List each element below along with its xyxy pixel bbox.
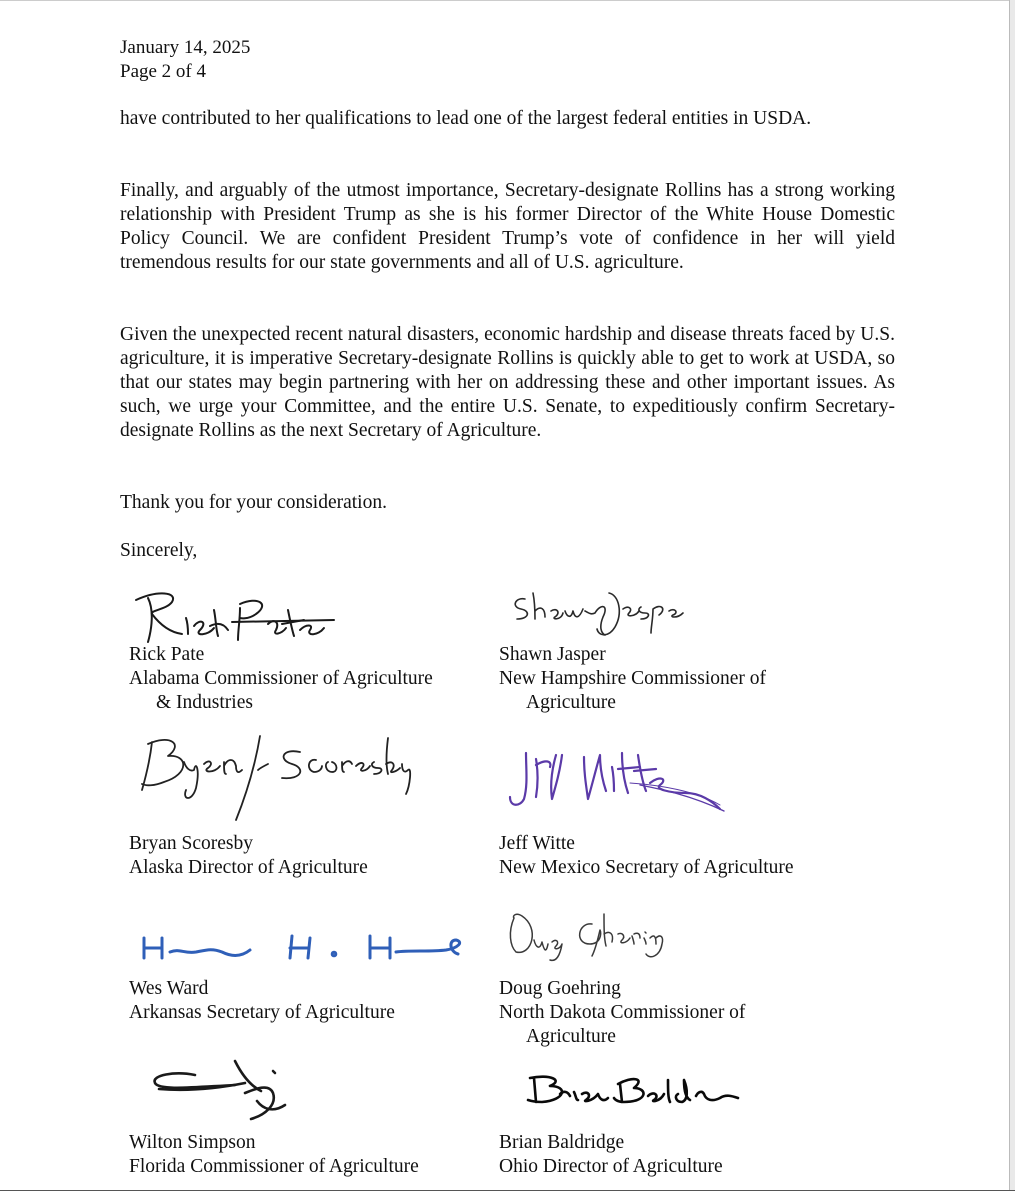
signatory-doug-goehring xyxy=(499,977,745,1049)
paragraph-1: have contributed to her qualifications to lead one of the largest federal entities in USDA. xyxy=(120,108,812,129)
signatory-title-continued: & Industries xyxy=(156,692,253,713)
signature-bryan-scoresby xyxy=(130,730,420,825)
signatory-name: Brian Baldridge xyxy=(499,1132,625,1153)
signatory-name: Shawn Jasper xyxy=(499,644,606,665)
signatory-title: North Dakota Commissioner of xyxy=(499,1002,746,1023)
signatory-name: Wes Ward xyxy=(129,978,209,999)
page-bottom-edge xyxy=(0,1190,1015,1191)
signatory-name: Doug Goehring xyxy=(499,978,621,999)
signatory-title: New Hampshire Commissioner of xyxy=(499,668,767,689)
signature-rick-pate xyxy=(128,580,338,650)
signature-wes-ward xyxy=(140,928,470,968)
paragraph-2: Finally, and arguably of the utmost importance, Secretary-designate Rollins has a strong working relationship with President Trump as she is his former Director of the White House Domestic Policy Council. We are confident President Trump’s vote of confidence in her will yield tremendous results for our state governments and all of U.S. agriculture. xyxy=(120,180,895,273)
signature-jeff-witte xyxy=(500,745,730,820)
page-right-edge xyxy=(1009,0,1010,1200)
signatory-wilton-simpson xyxy=(129,1131,419,1179)
signatory-title-continued: Agriculture xyxy=(526,692,616,713)
signature-brian-baldridge xyxy=(520,1072,750,1114)
letter-date: January 14, 2025 xyxy=(120,37,251,58)
signature-wilton-simpson xyxy=(145,1053,315,1128)
signatory-bryan-scoresby xyxy=(129,832,368,880)
page-shadow xyxy=(1010,0,1015,1200)
signature-doug-goehring xyxy=(500,904,670,964)
signature-shawn-jasper xyxy=(505,583,690,645)
page-bottom-cutoff xyxy=(0,1190,1015,1200)
signatory-title: Florida Commissioner of Agriculture xyxy=(129,1156,419,1177)
signatory-title: Alaska Director of Agriculture xyxy=(129,857,368,878)
signatory-name: Bryan Scoresby xyxy=(129,833,254,854)
signatory-title: Arkansas Secretary of Agriculture xyxy=(129,1002,395,1023)
signatory-rick-pate xyxy=(129,643,433,715)
signatory-jeff-witte xyxy=(499,832,794,880)
signatory-title: Ohio Director of Agriculture xyxy=(499,1156,723,1177)
paragraph-3: Given the unexpected recent natural disasters, economic hardship and disease threats faced by U.S. agriculture, it is imperative Secretary-designate Rollins is quickly able to get to work at USDA, so that our states may begin partnering with her on addressing these and other important issues. As such, we urge your Committee, and the entire U.S. Senate, to expeditiously confirm Secretary-designate Rollins as the next Secretary of Agriculture. xyxy=(120,324,895,441)
signatory-wes-ward xyxy=(129,977,395,1025)
thanks-line: Thank you for your consideration. xyxy=(120,492,387,513)
page-number: Page 2 of 4 xyxy=(120,61,207,82)
page-top-edge xyxy=(0,0,1015,1)
signatory-shawn-jasper xyxy=(499,643,766,715)
signatory-title: New Mexico Secretary of Agriculture xyxy=(499,857,794,878)
signatory-brian-baldridge xyxy=(499,1131,723,1179)
closing-line: Sincerely, xyxy=(120,540,198,561)
signatory-title: Alabama Commissioner of Agriculture xyxy=(129,668,433,689)
signatory-name: Rick Pate xyxy=(129,644,205,665)
signatory-name: Jeff Witte xyxy=(499,833,575,854)
letter-header xyxy=(120,36,250,84)
signatory-name: Wilton Simpson xyxy=(129,1132,256,1153)
signatory-title-continued: Agriculture xyxy=(526,1026,616,1047)
